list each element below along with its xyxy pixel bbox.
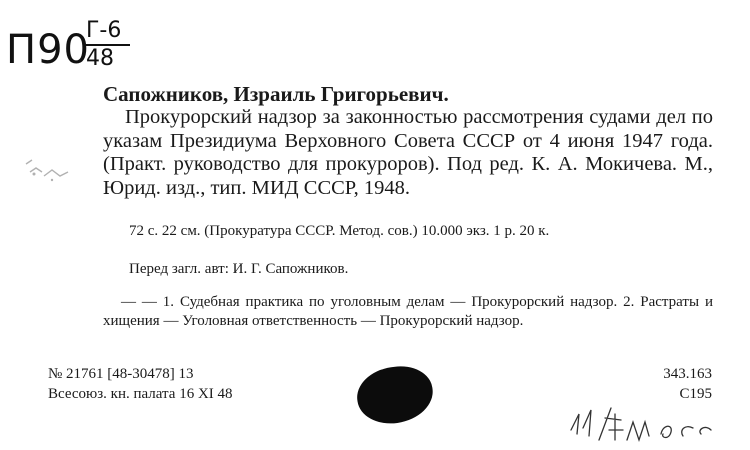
handwritten-annotation [565, 400, 715, 448]
footer-left [48, 364, 233, 404]
call-number-numerator: Г-6 [86, 20, 130, 46]
faded-stamp-mark [22, 150, 72, 190]
classification-number: 343.163 [663, 366, 712, 382]
author-mark: С195 [679, 386, 712, 402]
record-number: № 21761 [48-30478] 13 [48, 366, 194, 382]
physical-description: 72 с. 22 см. (Прокуратура СССР. Метод. сов.) 10.000 экз. 1 р. 20 к. [129, 223, 550, 239]
author-heading: Сапожников, Израиль Григорьевич. [103, 82, 449, 106]
responsibility-note: Перед загл. авт: И. Г. Сапожников. [129, 261, 349, 277]
call-number-denominator: 48 [86, 46, 114, 71]
call-number-fraction [86, 20, 130, 70]
title-description: Прокурорский надзор за законностью рассмотрения судами дел по указам Президиума Верховного Совета СССР от 4 июня 1947 года. (Практ. руководство для прокуроров). Под ред. К. А. Мокичева. М., Юрид. изд., тип. МИД СССР, 1948. [103, 106, 713, 199]
footer-right [648, 364, 712, 404]
subject-tracings: — — 1. Судебная практика по уголовным делам — Прокурорский надзор. 2. Растраты и хищения — Уголовная ответственность — Прокурорский надзор. [103, 294, 713, 329]
book-chamber-date: Всесоюз. кн. палата 16 XI 48 [48, 386, 233, 402]
call-number-main: П90 [6, 27, 90, 73]
ink-blot [353, 362, 436, 428]
